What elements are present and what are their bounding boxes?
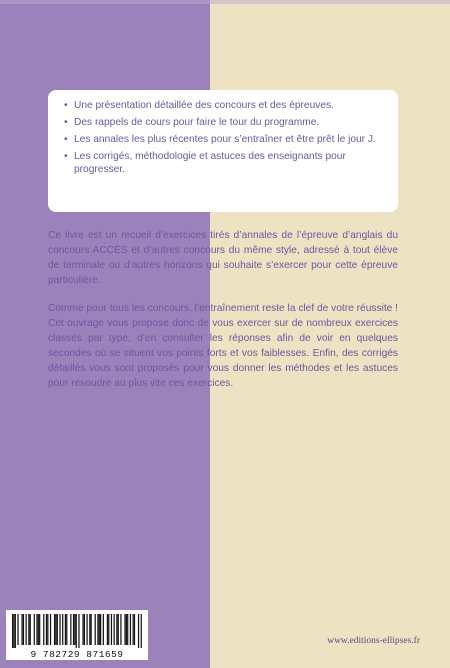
barcode-bar — [76, 614, 77, 648]
barcode-bar — [70, 614, 71, 645]
barcode-bar — [78, 614, 79, 648]
barcode-bar — [26, 614, 27, 645]
feature-item: • Une présentation détaillée des concours et des épreuves. — [64, 99, 384, 112]
barcode-bar — [141, 614, 142, 648]
top-strip — [0, 0, 450, 4]
barcode-bar — [134, 614, 135, 645]
barcode-bar — [34, 614, 35, 645]
description-text — [48, 228, 398, 404]
barcode-bar — [111, 614, 112, 645]
barcode-bar — [13, 614, 14, 648]
barcode-bar — [17, 614, 18, 645]
feature-item: • Les corrigés, méthodologie et astuces des enseignants pour progresser. — [64, 150, 384, 176]
feature-item: • Des rappels de cours pour faire le tour du programme. — [64, 116, 384, 129]
barcode-bar — [57, 614, 58, 645]
barcode-bar — [65, 614, 66, 645]
paragraph-intro: Ce livre est un recueil d’exercices tirés d’annales de l’épreuve d’anglais du concours ACCÈS et d’autres concours du même style, adressé à tout élève de terminale ou d’autres horizons qui souhaite s’exercer pour cette épreuve particulière. — [48, 230, 398, 286]
barcode — [6, 610, 148, 660]
barcode-bar — [114, 614, 115, 645]
barcode-bar — [21, 614, 22, 645]
barcode-bar — [120, 614, 121, 645]
barcode-bar — [30, 614, 31, 645]
barcode-bar — [15, 614, 16, 648]
barcode-bar — [133, 614, 134, 645]
feature-list-box — [48, 90, 398, 212]
barcode-bar — [54, 614, 55, 645]
isbn-digits: 9 782729 871659 — [30, 649, 124, 660]
barcode-bar — [97, 614, 98, 645]
feature-item: • Les annales les plus récentes pour s’entraîner et être prêt le jour J. — [64, 133, 384, 146]
barcode-bar — [46, 614, 47, 645]
barcode-bars — [12, 614, 142, 648]
barcode-bar — [73, 614, 74, 645]
barcode-bar — [127, 614, 128, 645]
barcode-bar — [12, 614, 13, 648]
barcode-bar — [74, 614, 75, 645]
barcode-bar — [66, 614, 67, 645]
barcode-bar — [36, 614, 37, 645]
barcode-bar — [99, 614, 100, 645]
barcode-bar — [126, 614, 127, 645]
barcode-bar — [100, 614, 101, 645]
barcode-bar — [28, 614, 29, 645]
barcode-bar — [84, 614, 85, 645]
paragraph-details: Comme pour tous les concours, l’entraînement reste la clef de votre réussite ! Cet ouvrage vous propose donc de vous exercer sur de nombreux exercices classés par type, d’en consulter les réponses afin de voir en quelques secondes où se situent vos points forts et vos faiblesses. Enfin, des corrigés détaillés vous sont proposés pour vous donner les méthodes et les astuces pour résoudre au plus vite ces exercices. — [48, 303, 398, 389]
barcode-bar — [59, 614, 60, 645]
barcode-bar — [82, 614, 83, 645]
barcode-bar — [62, 614, 63, 645]
barcode-bar — [108, 614, 109, 645]
barcode-bar — [138, 614, 139, 648]
barcode-bar — [103, 614, 104, 645]
barcode-bar — [124, 614, 125, 645]
barcode-bar — [95, 614, 96, 645]
barcode-bar — [47, 614, 48, 645]
barcode-bar — [39, 614, 40, 645]
feature-list — [64, 99, 384, 176]
barcode-bar — [23, 614, 24, 645]
barcode-bar — [118, 614, 119, 645]
barcode-bar — [38, 614, 39, 645]
barcode-bar — [86, 614, 87, 645]
barcode-bar — [130, 614, 131, 645]
barcode-bar — [89, 614, 90, 645]
barcode-bar — [43, 614, 44, 645]
barcode-bar — [107, 614, 108, 645]
publisher-website: www.editions-ellipses.fr — [327, 636, 420, 646]
barcode-bar — [50, 614, 51, 645]
barcode-bar — [91, 614, 92, 645]
barcode-bar — [116, 614, 117, 645]
barcode-bar — [55, 614, 56, 645]
